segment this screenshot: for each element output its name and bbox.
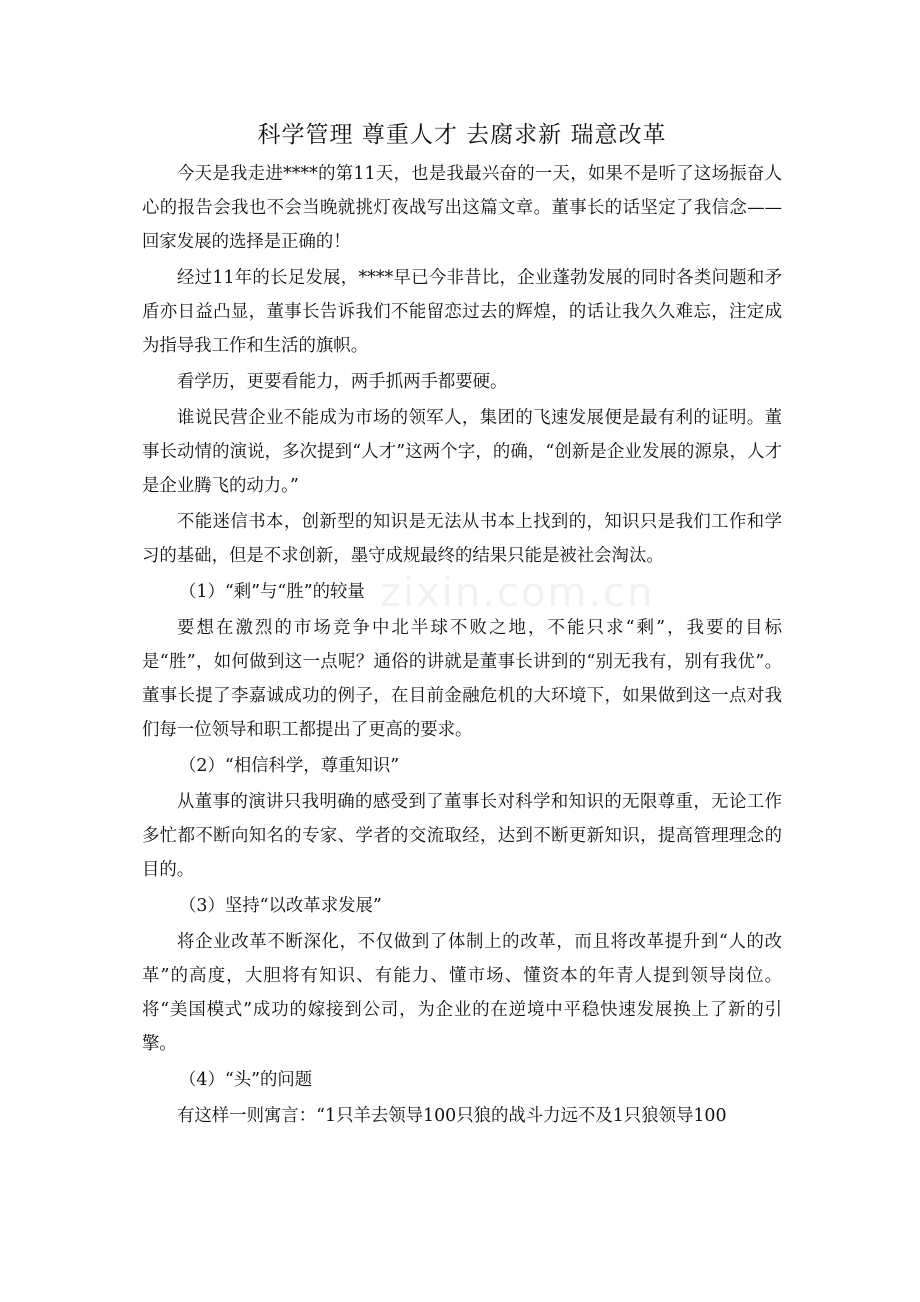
paragraph-development: 经过11年的长足发展，****早已今非昔比，企业蓬勃发展的同时各类问题和矛盾亦日益凸显，董事长告诉我们不能留恋过去的辉煌，的话让我久久难忘，注定成为指导我工作和生活的旗帜。 bbox=[142, 268, 782, 356]
document-body bbox=[142, 117, 782, 1135]
section-heading-2: （2）“相信科学，尊重知识” bbox=[179, 756, 400, 776]
paragraph-talent: 谁说民营企业不能成为市场的领军人，集团的飞速发展便是最有利的证明。董事长动情的演说，多次提到“人才”这两个字，的确，“创新是企业发展的源泉，人才是企业腾飞的动力。” bbox=[142, 408, 782, 496]
section-text-2: 从董事的演讲只我明确的感受到了董事长对科学和知识的无限尊重，无论工作多忙都不断向知名的专家、学者的交流取经，达到不断更新知识，提高管理理念的目的。 bbox=[142, 792, 782, 880]
paragraph-ability: 看学历，更要看能力，两手抓两手都要硬。 bbox=[177, 372, 508, 392]
section-heading-3: （3）坚持“以改革求发展” bbox=[179, 896, 382, 916]
paragraph-innovation: 不能迷信书本，创新型的知识是无法从书本上找到的，知识只是我们工作和学习的基础，但是不求创新，墨守成规最终的结果只能是被社会淘汰。 bbox=[142, 512, 782, 566]
document-title: 科学管理 尊重人才 去腐求新 瑞意改革 bbox=[257, 122, 667, 148]
section-heading-1: （1）“剩”与“胜”的较量 bbox=[179, 582, 365, 602]
section-heading-4: （4）“头”的问题 bbox=[179, 1070, 313, 1090]
watermark: zixin.com.cn bbox=[380, 570, 655, 616]
section-text-1: 要想在激烈的市场竞争中北半球不败之地，不能只求“剩”，我要的目标是“胜”，如何做到这一点呢？通俗的讲就是董事长讲到的“别无我有，别有我优”。董事长提了李嘉诚成功的例子，在目前金融危机的大环境下，如果做到这一点对我们每一位领导和职工都提出了更高的要求。 bbox=[142, 618, 782, 740]
section-text-3: 将企业改革不断深化，不仅做到了体制上的改革，而且将改革提升到“人的改革”的高度，大胆将有知识、有能力、懂市场、懂资本的年青人提到领导岗位。将“美国模式”成功的嫁接到公司，为企业的在逆境中平稳快速发展换上了新的引擎。 bbox=[142, 932, 782, 1054]
paragraph-intro: 今天是我走进****的第11天，也是我最兴奋的一天，如果不是听了这场振奋人心的报告会我也不会当晚就挑灯夜战写出这篇文章。董事长的话坚定了我信念——回家发展的选择是正确的！ bbox=[142, 164, 782, 252]
section-text-4: 有这样一则寓言：“1只羊去领导100只狼的战斗力远不及1只狼领导100 bbox=[177, 1106, 727, 1126]
